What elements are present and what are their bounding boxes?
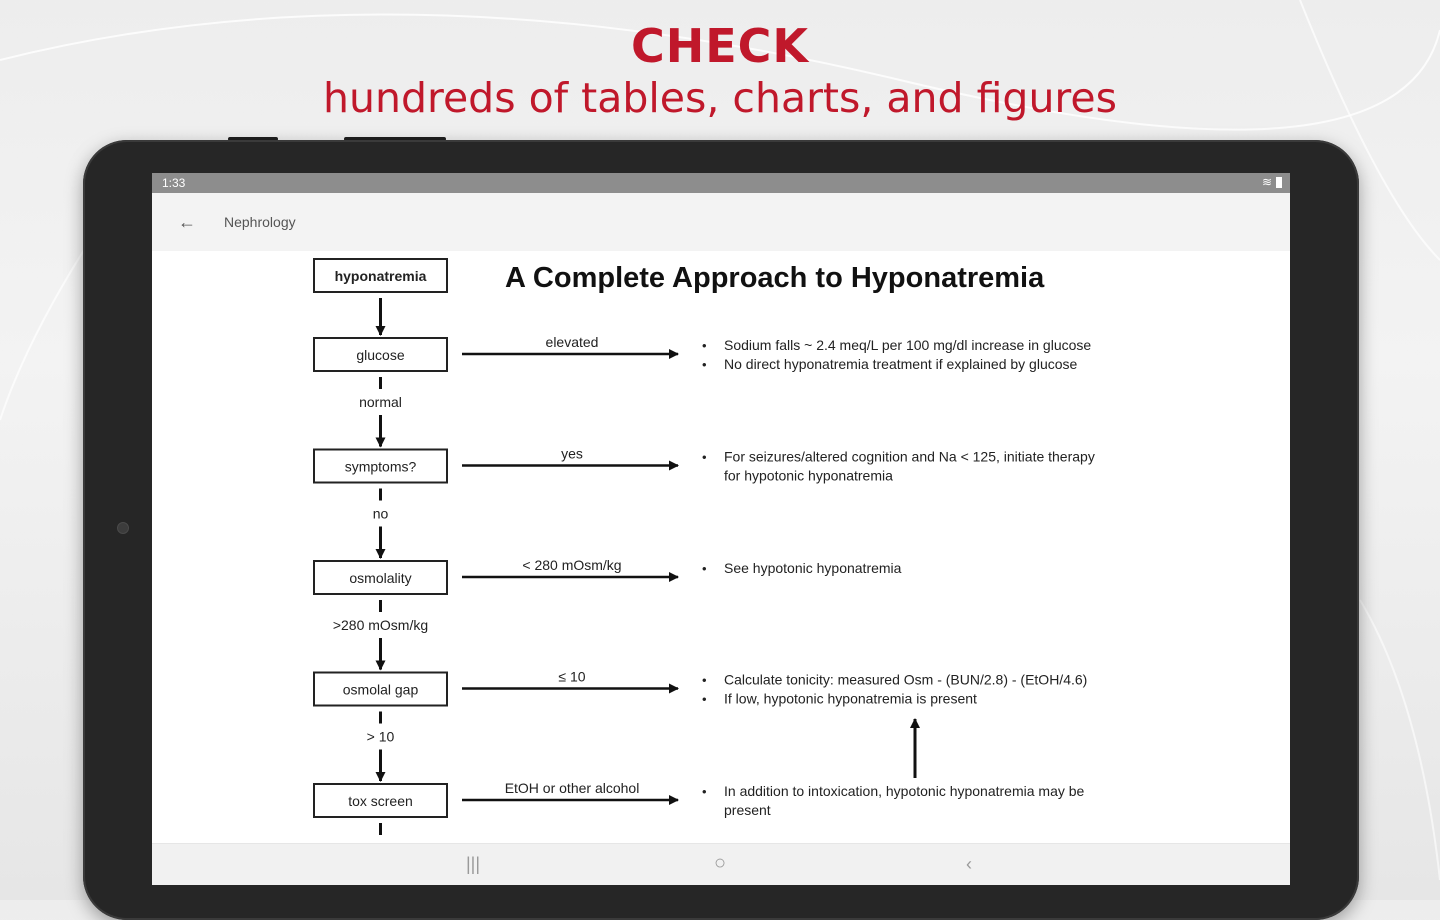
flow-note-text: present xyxy=(724,802,771,818)
flow-down-label: > 10 xyxy=(366,728,395,745)
flow-note-bullet: • xyxy=(702,672,707,688)
flow-note-text: For seizures/altered cognition and Na < 125, initiate therapy xyxy=(724,448,1095,465)
flow-note-bullet: • xyxy=(702,357,707,372)
flow-step-label: osmolality xyxy=(349,570,412,586)
flow-note-text: Calculate tonicity: measured Osm - (BUN/2.8) - (EtOH/4.6) xyxy=(724,671,1088,688)
back-nav-icon[interactable]: ‹ xyxy=(966,854,972,874)
status-icons xyxy=(1262,175,1282,189)
flow-down-label: normal xyxy=(359,394,402,410)
figure-viewer[interactable] xyxy=(152,251,1290,843)
flow-step-label: symptoms? xyxy=(344,458,417,475)
flow-step-label: tox screen xyxy=(348,793,413,809)
status-bar xyxy=(152,173,1290,193)
camera-icon xyxy=(117,522,129,534)
flow-note-bullet: • xyxy=(702,449,707,465)
wifi-icon: ≋ xyxy=(1261,175,1272,189)
recents-icon[interactable]: ||| xyxy=(466,854,481,874)
flow-note-text: If low, hypotonic hyponatremia is present xyxy=(724,690,977,707)
system-nav-bar xyxy=(152,843,1290,885)
flow-step-label: osmolal gap xyxy=(342,681,419,698)
flow-branch-label: ≤ 10 xyxy=(558,668,586,685)
flow-note-bullet: • xyxy=(702,338,707,353)
flow-branch-label: elevated xyxy=(545,334,599,350)
app-bar-title: Nephrology xyxy=(224,214,296,230)
flow-step-label: glucose xyxy=(356,347,405,363)
back-arrow-icon[interactable]: ← xyxy=(178,212,196,232)
promo-subheadline: hundreds of tables, charts, and figures xyxy=(323,74,1117,122)
flow-note-bullet: • xyxy=(702,691,707,707)
device-screen xyxy=(152,173,1290,885)
hyponatremia-flowchart xyxy=(152,251,1290,843)
flow-down-label: >280 mOsm/kg xyxy=(332,617,429,633)
flow-branch-label: < 280 mOsm/kg xyxy=(522,557,622,573)
promo-headline: CHECK xyxy=(630,19,810,73)
flow-step-label: hyponatremia xyxy=(334,268,427,284)
flow-note-text: See hypotonic hyponatremia xyxy=(724,560,902,576)
flow-down-label: no xyxy=(372,505,389,522)
flow-note-bullet: • xyxy=(702,784,707,799)
figure-title: A Complete Approach to Hyponatremia xyxy=(505,262,1045,294)
battery-icon xyxy=(1276,177,1282,188)
flow-branch-label: yes xyxy=(561,445,583,462)
status-time: 1:33 xyxy=(162,176,186,190)
home-icon[interactable]: ○ xyxy=(714,852,727,874)
flow-note-text: No direct hyponatremia treatment if explained by glucose xyxy=(724,356,1078,372)
flow-note-text: In addition to intoxication, hypotonic hyponatremia may be xyxy=(724,783,1085,799)
flow-note-bullet: • xyxy=(702,561,707,576)
flow-branch-label: EtOH or other alcohol xyxy=(504,780,640,796)
app-bar xyxy=(152,193,1290,252)
flow-note-text: Sodium falls ~ 2.4 meq/L per 100 mg/dl increase in glucose xyxy=(724,337,1092,353)
flow-note-text: for hypotonic hyponatremia xyxy=(724,467,893,484)
